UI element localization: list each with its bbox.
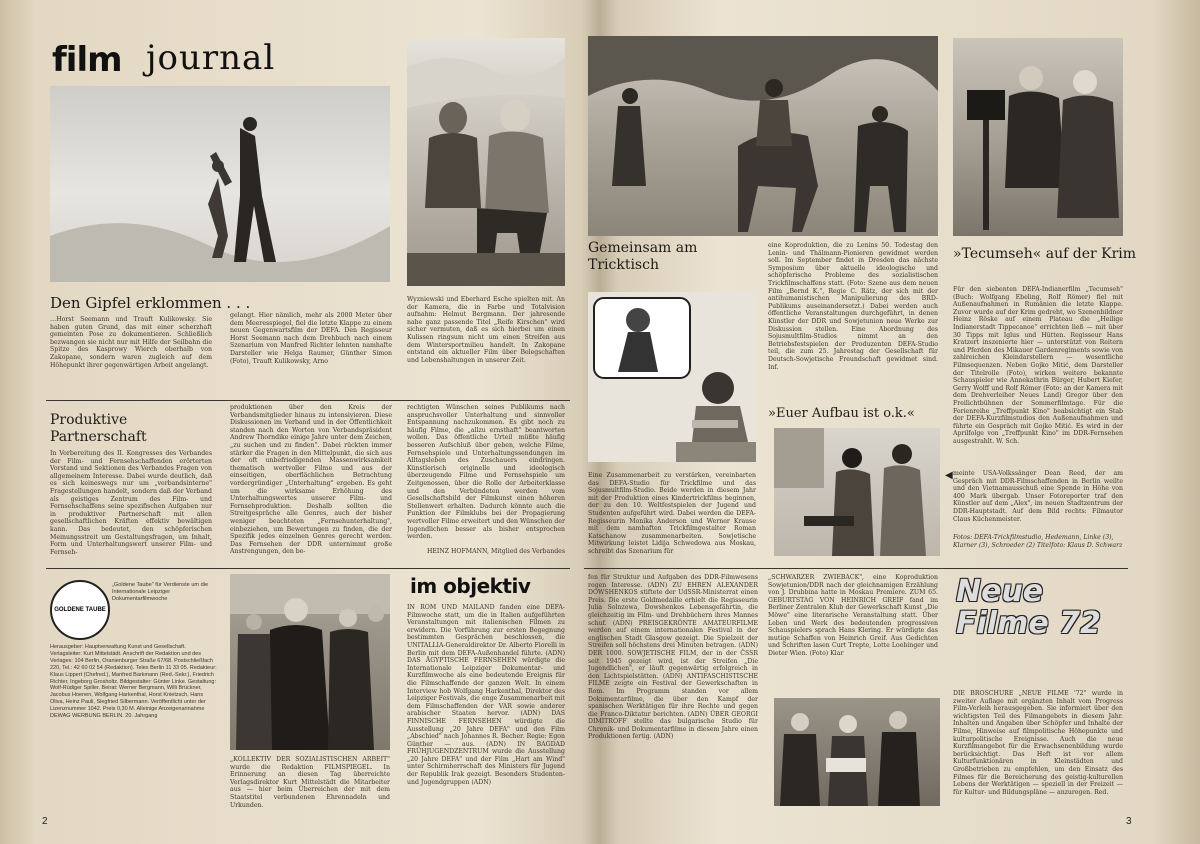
partnerschaft-text-col3: rechtigten Wünschen seines Publikums nach anspruchsvoller Unterhaltung und sinnvoller Entspannung nachzukommen. Es gibt noch zu häufig Filme, die „allzu ernsthaft" beantworten wollen. Das öffentliche Urteil müßte häufig besseren Aufschluß über geben, welche Filme, Fernsehspiele und Unterhaltungssendungen im Alltagsleben des Zuschauers eindringen. Künstlerisch originelle und ideologisch überzeugende Filme und Fernsehspiele um Zeitgenossen, über die Rolle der Arbeiterklasse und den Verbündeten werden vom Gesellschaftsbild der Filmkunst einen höheren Stellenwert erhalten. Dadurch könnte auch die Funktion der Filmklubs bei der Propagierung wertvoller Filme erweitert und den Wünschen der Jugendlichen besser als bisher entsprochen werden. — [407, 404, 565, 541]
arrow-marker-icon: ◀ — [945, 470, 953, 481]
impressum-text: Herausgeber: Hauptverwaltung Kunst und Gesellschaft. Verlagsleiter: Kurt Mittelstädt. Anschrift der Redaktion und des Verlages: 104 Berlin, Oranienburger Straße 67/68. Postschließfach 220, Tel.: 42 60 02 54 (Redaktion). Telex Berlin 11 33 05. Redakteur: Klaus Lippert (Chefred.), Manfred Barkmann (Red.-Sekr.), Friedrich Richter, Ingeborg Grosholtz. Bildgestalter: Günter Linke. Gestaltung: Wolf-Rüdiger Spiller. Beirat: Werner Bergmann, Willi Brückner, Jacobus Hoenen, Wolfgang Harkenthal, Horst Knietzsch, Hans Oliva, Heinz Pauli, Siegfried Silbermann. Veröffentlicht unter der Lizenznummer 1042. Preis 0,30 M. Alleinige Anzeigenannahme DEWAG WERBUNG BERLIN. 20. Jahrgang — [50, 644, 217, 720]
objektiv-title: im objektiv — [410, 574, 531, 598]
kollektiv-text: „KOLLEKTIV DER SOZIALISTISCHEN ARBEIT" wurde die Redaktion FILMSPIEGEL. In Erinnerung an diesen Tag überreichte Verlagsdirektor Kurt Mittelstädt die Mitarbeiter aus — hier beim Überreichen der mit dem Staatstitel verbundenen Ehrennadeln und Urkunden. — [230, 756, 390, 809]
gipfel-text-col2: gelangt. Hier nämlich, mehr als 2000 Meter über dem Meeresspiegel, fiel die letzte Klappe zu einem neuen Gegenwartsfilm der DEFA. Den Regisseur Horst Seemann nach dem Drehbuch nach einem Szenarium von Manfred Richter lehnten namhafte Darsteller wie Helga Raumer, Günther Simon (Foto), Trauft Kulikowsky, Arno — [230, 312, 392, 365]
divider-rule — [584, 568, 1128, 569]
headline-tecumseh: »Tecumseh« auf der Krim — [953, 246, 1137, 262]
photo-film-crew — [953, 38, 1123, 236]
neue-filme-logo — [956, 576, 1122, 680]
photo-snow-summit — [50, 86, 390, 282]
gipfel-text-col3: Wyzniewski und Eberhard Esche spielten mit. An der Kamera, die in Farbe und Totalvision aufnahm: Helmut Bergmann. Der jahresende nahe ganz passende Titel „Reife Kirschen" wird sicher vermuten, daß es sich hierbei um einen Kulissen ringsum nicht um einen Streifen aus dem Wintersportmilieu handelt. In Zakopane entstand ein aktueller Film über Belegschaften und Lebenshaltungen in unserer Zeit. — [407, 296, 565, 364]
divider-rule — [46, 568, 570, 569]
tricktisch-text-col1: eine Koproduktion, die zu Lenins 50. Todestag den Lenin- und Thälmann-Pionieren gewidmet werden soll. Im September findet in Dresden das nächste Symposium über aktuelle ideologische und schöpferische Probleme des sozialistischen Trickfilmschaffens statt. (Foto: Szene aus dem neuen Film „Bernd K.", Regie C. Rätz, der sich mit der antihumanistischen Manipulierung des BRD-Publikums auseinandersetzt.) Dabei werden auch öffentliche Veranstaltungen durchgeführt, in denen Künstler der DDR und Sowjetunion neue Werke zur Diskussion stellen. Eine Abordnung des Sojusmultfilm-Studios nimmt an den Betriebsfestspielen der Produzenten DEFA-Studio teil, die zum 25. Jahrestag der Gesellschaft für Deutsch-Sowjetische Freundschaft gewidmet sind. Inf. — [768, 242, 938, 371]
photo-horse-riders — [588, 36, 938, 236]
headline-tricktisch: Gemeinsam am Tricktisch — [588, 240, 698, 273]
headline-partnerschaft: Produktive Partnerschaft — [50, 412, 147, 445]
divider-rule — [46, 400, 570, 401]
photo-dean-reed — [774, 428, 940, 556]
partnerschaft-text-col1: In Vorbereitung des II. Kongresses des Verbandes der Film- und Fernsehschaffenden erörterten Vorstand und Sektionen des Verbandes Fragen von allgemeinem Interesse. Dabei wurde deutlich, daß es sich keineswegs nur um „verbandsinterne" Fragestellungen handelt, sondern daß der Verband als geistiges Zentrum des Film- und Fernsehschaffens seine spezifischen Aufgaben nur in produktiver Partnerschaft mit allen gesellschaftlichen Kräften effektiv bewältigen kann. Das bedeutet, den schöpferischen Meinungsstreit um Gestaltungsfragen, um Inhalt, Form und Unterhaltungswert unserer Film- und Fernseh- — [50, 450, 212, 556]
objektiv-text-col1: IN ROM UND MAILAND fanden eine DEFA-Filmwoche statt, um die in Italien aufgeführten Veranstaltungen mit italienischen Filmen zu erwidern. Die Vorführung zur ersten Begegnung bestimmten Gesprächen beschlossen, die UNITALLIA-Generaldirektor Dr. Alberto Fiorelli in Berlin mit dem DEFA-Außenhandel führte. (ADN) DAS ÄGYPTISCHE FERNSEHEN würdigte die Internationale Leipziger Dokumentar- und Kurzfilmwoche als eine bedeutende Ereignis für die Filmschaffende der ganzen Welt. In einem Interview hob Wolfgang Harkenthal, Direktor des Leipziger Festivals, die enge Zusammenarbeit mit dem Filmschaffenden der VAR sowie anderer arabischer Staaten hervor. (ADN) DAS FINNISCHE FERNSEHEN würdigte die Ausstellung „20 Jahre DEFA" und den Film „Abschied" nach Johannes R. Becher. Regie: Egon Günther — aus. (ADN) IN BAGDAD FRÜHJUGENDZENTRUM wurde die Ausstellung „20 Jahre DEFA" und der Film „Hart am Wind" unter Schirmherrschaft des Ministers für Jugend der Republik Irak gezeigt. Besonders Studenten- und Jugendgruppen (ADN) — [407, 604, 565, 786]
goldene-taube-seal — [50, 580, 110, 640]
gipfel-text-col1: …Horst Seemann und Trauft Kulikowsky. Sie haben guten Grund, das mit einer scherzhaft gemeinten Pose zu dokumentieren. Schließlich bezwangen sie nicht nur mit Hilfe der Seilbahn die Spitze des Kasprowy Wierch oberhalb von Zakopane, sondern waren zugleich auf dem Höhepunkt ihrer gegenwärtigen Arbeit angelangt. — [50, 316, 212, 369]
tecumseh-text: Für den siebenten DEFA-Indianerfilm „Tecumseh" (Buch: Wolfgang Ebeling, Rolf Römer) fiel mit Außenaufnahmen in Rumänien die letzte Klappe. Zuvor wurde auf der Krim gedreht, wo Szenenbildner Heinz Röske auf einem Plateau die „Heilige Indianerstadt Tippecanoe" errichten ließ — mit über 30 Tipps mit Iglus und Hütten. Regisseur Hans Kratzert inszenierte hier — unterstützt von Reitern und Pferden des Mikauer Gardenregiments sowie von zahlreichen Kleindarstellern — wesentliche Filmsequenzen. Neben Gojko Mitić, dem Darsteller der Titelrolle (Foto), wirken weitere bekannte Schauspieler wie Annekathrin Bürger, Hubert Kiefer, Gerry Wolff und Rolf Römer (Foto: an der Kamera mit dem Drehverleiher Neues Land) Gregor über den Freilichtbühnen der Sommerfilmtage. Für die Ferienreihe „Treffpunkt Kino" beabsichtigt ein Stab der DEFA-Kurzfilmstudios den Außenaufnahmen und führte ein Gespräch mit Gojko Mitić. Es wird in der Aprilfolge von „Treffpunkt Kino" im DDR-Fernsehen ausgestrahlt. W. Sch. — [953, 286, 1123, 445]
partnerschaft-signature: HEINZ HOFMANN, Mitglied des Verbandes — [427, 548, 565, 555]
seal-caption: „Goldene Taube" für Verdienste um die Internationale Leipziger Dokumentarfilmwoche — [112, 582, 209, 602]
tricktisch-text-col2: Eine Zusammenarbeit zu verstärken, vereinbarten das DEFA-Studio für Trickfilme und das Sojusmultfilm-Studio. Beide werden in diesem Jahr mit der Produktion eines Kindertrickfilms beginnen, der zu den 10. Weltfestspielen der Jugend und Studenten aufgeführt wird. Dabei werden die DEFA-Regisseurin Monika Anderson und Werner Krause mit dem namhaften Trickfilmgestalter Roman Katschanow zusammenarbeiten. Sowjetische Mitwirkung leistet Lidija Schwedowa aus Moskau, schreibt das Szenarium für — [588, 472, 756, 555]
broschuere-text: DIE BROSCHÜRE „NEUE FILME '72" wurde in zweiter Auflage mit ergänzten Inhalt vom Progress Film-Verleih herausgegeben. Sie informiert über den wichtigsten Teil des Filmangebots in diesem Jahr. Inhalten und Angaben über Schöpfer und Inhalte der Filme, Hinweise auf filmpolitische Höhepunkte und kulturpolitische Ereignisse. Auch die neue Kurzfilmangebot für die Erwachsenenbildung wurde berücksichtigt. Das Heft ist vor allem Kulturfunktionären in Kleinstädten und Großbetrieben zu empfehlen, um den Einsatz des Filmes für die Bereicherung des geistig-kulturellen Lebens der Werktätigen — speziell in der Freizeit — für Kultur- und Bildungspläne — anzuregen. Red. — [953, 690, 1123, 796]
masthead-film: film — [52, 40, 122, 80]
photo-audience — [774, 698, 940, 806]
seal-text: GOLDENE TAUBE — [54, 606, 106, 613]
photo-trickfilm — [588, 292, 756, 462]
headline-aufbau: »Euer Aufbau ist o.k.« — [768, 406, 915, 421]
objektiv-text-col2: fen für Struktur und Aufgaben des DDR-Filmwesens regen Interesse. (ADN) ZU EHREN ALEXANDER DOWSHENKOS stiftete der UdSSR-Ministerrat einen Preis. Die erste Goldmedaille erhielt die Regisseurin Julia Solnzewa, Dowshenkos Lebensgefährtin, die gleichzeitig im Film- und Drehbüchern ihres Mannes schuf. (ADN) PREISGEKRÖNTE AMATEURFILME werden auf einem internationalen Festival in der englischen Stadt Glasgow gezeigt. Die Spielzeit der Streifen soll höchstens drei Minuten betragen. (ADN) DER 1000. SOWJETISCHE FILM, der in der ČSSR seit 1945 gezeigt wird, ist der Streifen „Die Jugendlichen", er läuft gegenwärtig erfolgreich in den Lichtspielstätten. (ADN) ANTIFASCHISTISCHE FILME zeigte ein Festival der Gewerkschaften in Rom. Im Programm standen vor allem Dokumentarfilme, die über den Kampf der spanischen Werktätigen für ihre Rechte und gegen die Franco-Diktatur berichten. (ADN) ÜBER GEORGI DIMITROFF stellte das bulgarische Studio für Chronik- und Dokumentarfilme in diesem Jahre einen Produktionen fertig. (ADN) — [588, 574, 758, 741]
neue-filme-title: Neue Filme 72 — [956, 574, 1101, 641]
page-number-left: 2 — [42, 816, 48, 827]
photo-credits: Fotos: DEFA-Trickfilmstudio, Hedemann, Linke (3), Klarner (3), Schroeder (2) Titelfoto: Klaus D. Schwarz — [953, 534, 1123, 549]
aufbau-text: meinte USA-Volkssänger Dean Reed, der am Gespräch mit DDR-Filmschaffenden in Berlin weilte und den Vietnamausschuß eine Spende in Höhe von 400 Mark übergab. Unser Fotoreporter traf den Künstler auf dem „Alex", im neuen Stadtzentrum der DDR-Hauptstadt. Auf dem Bild rechts: Filmautor Claus Küchenmeister. — [953, 470, 1123, 523]
partnerschaft-text-col2: produktionen über den Kreis der Verbandsmitglieder hinaus zu intensivieren. Diese Diskussionen im Verband und in der Öffentlichkeit standen nach den Worten von Verbandspräsident Andrew Thorndike einige Jahre unter dem Zeichen, „zu suchen und zu finden". Dabei rückten immer stärker die Fragen in den Mittelpunkt, die sich aus der oft unbefriedigenden Massenwirksamkeit thematisch wertvoller Filme und aus der einseitigen, oberflächlichen Betrachtung vordergründiger „Unterhaltung" ergeben. Es geht um die wirksame Erhöhung des Unterhaltungswertes unserer Film- und Fernsehproduktion. Deshalb sollten die Streitgespräche alle Genres, auch der bisher weniger beachteten „Fernsehunterhaltung", einbeziehen, um Bewertungen zu finden, die der Spezifik jedes einzelnen Genres gerecht werden. Das Fernsehen der DDR unternimmt große Anstrengungen, den be- — [230, 404, 392, 556]
left-page — [30, 14, 570, 828]
photo-two-actors — [407, 38, 565, 286]
zwieback-text: „SCHWARZER ZWIEBACK", eine Koproduktion Sowjetunion/DDR nach der gleichnamigen Erzählung von J. Drubbina hatte in Moskau Premiere. ZUM 65. GEBURTSTAG VON HEINRICH GREIF fand im Berliner Zentralen Klub der Gewerkschaft Kunst „Die Möwe" eine literarische Veranstaltung statt. Über Leben und Werk des bedeutenden progressiven Schauspielers sprach Hans Klering. Er würdigte das mutige Schaffen von Heinrich Greif. Aus Gedichten und Schriften lasen Curt Trepte, Lotte Loebinger und Dieter Wien. (Foto) Klar — [768, 574, 938, 657]
page-number-right: 3 — [1126, 816, 1132, 827]
right-page — [578, 14, 1138, 828]
headline-gipfel: Den Gipfel erklommen . . . — [50, 294, 251, 312]
photo-ceremony — [230, 574, 390, 750]
masthead-journal: journal — [146, 38, 276, 78]
